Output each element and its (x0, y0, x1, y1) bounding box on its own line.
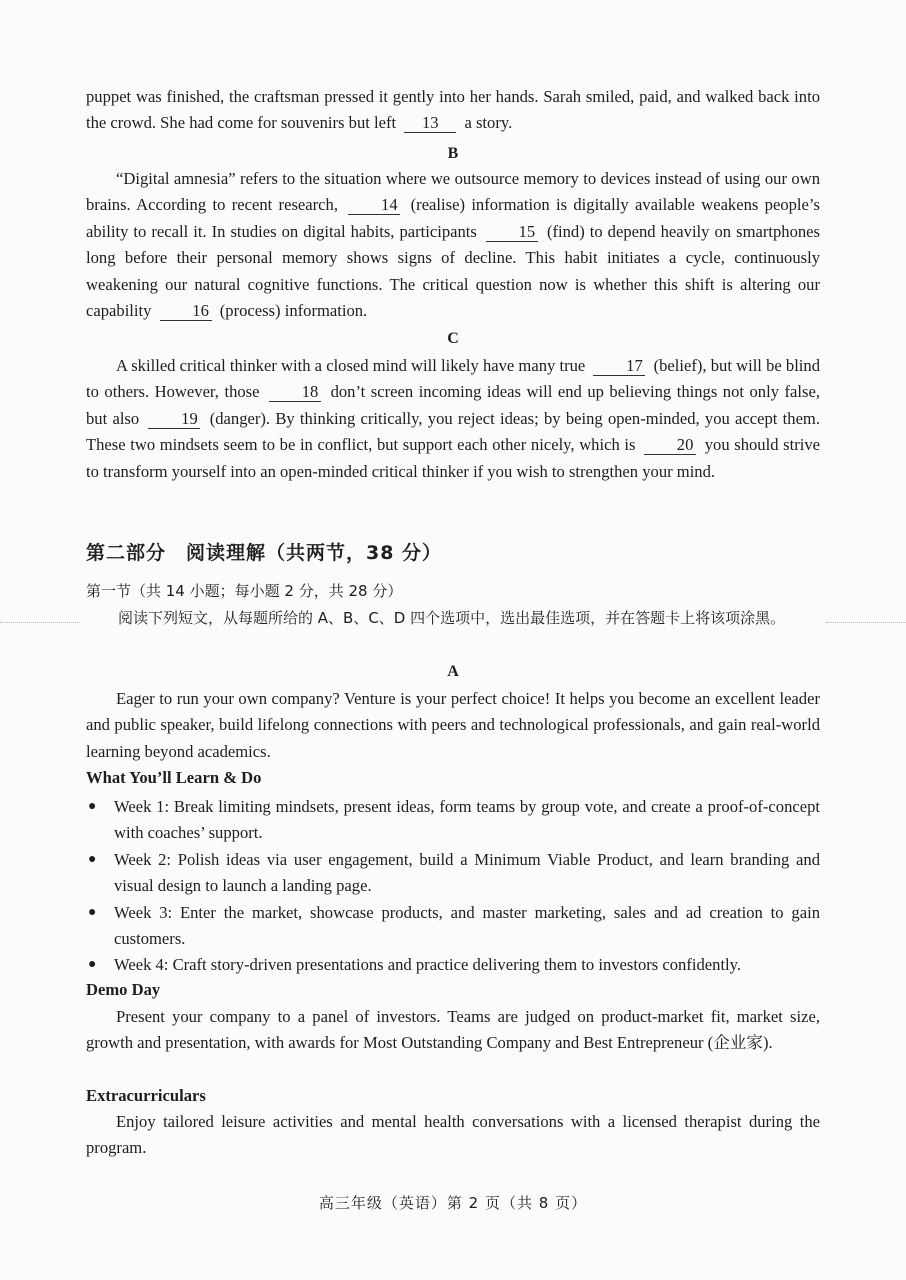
blank-19: 19 (148, 410, 200, 429)
week-1-text: Week 1: Break limiting mindsets, present ideas, form teams by group vote, and create a proof-of-concept with coaches’ support. (114, 797, 820, 843)
passage-b (86, 166, 820, 324)
list-item (86, 900, 820, 953)
page-footer: 高三年级（英语）第 2 页（共 8 页） (318, 1194, 588, 1212)
margin-dotted-line-left (0, 622, 80, 623)
continuation-end: a story. (464, 113, 513, 133)
instructions: 阅读下列短文，从每题所给的 A、B、C、D 四个选项中，选出最佳选项，并在答题卡上将该项涂黑。 (118, 609, 786, 627)
passage-c-text-1: A skilled critical thinker with a closed mind will likely have many true (116, 356, 586, 375)
blank-17: 17 (593, 357, 645, 376)
passage-b-text-1: “Digital amnesia” refers to the situation where we outsource memory to devices instead of using our own brains. According to recent research, (86, 169, 820, 215)
blank-18: 18 (269, 383, 321, 402)
passage-b-heading: B (447, 145, 459, 162)
passage-c-text-2: (belief), but will be blind to others. However, those (86, 356, 821, 402)
passage-a-heading: A (447, 663, 459, 680)
blank-16: 16 (160, 302, 212, 321)
week-3-text: Week 3: Enter the market, showcase products, and master marketing, sales and ad creation to gain customers. (114, 902, 820, 949)
bullet-icon: ● (88, 904, 97, 920)
learn-heading: What You’ll Learn & Do (86, 768, 262, 787)
passage-c-text-4: (danger). By thinking critically, you reject ideas; by being open-minded, you accept them. These two mindsets seem to be in conflict, but support each other nicely, (86, 408, 820, 455)
extracurriculars-text: Enjoy tailored leisure activities and mental health conversations with a licensed therapist during the program. (86, 1112, 820, 1158)
passage-b-text-3: (find) to depend heavily on smartphones long before their personal memory shows signs of decline. This habit initiates a cycle, continuously weakening our natural cognitive functions. The critical question now is whether this shift is altering our capability (86, 221, 820, 321)
continuation-text: puppet was finished, the craftsman pressed it gently into her hands. Sarah smiled, paid, and walked back into the crowd. She had come for souvenirs but left (86, 87, 820, 133)
passage-c-text-3: don’t screen incoming ideas will end up believing things not only false, but also (86, 382, 821, 428)
passage-c-text-5: you should strive to transform yourself into an open-minded critical thinker if you wish to strengthen your mind. (86, 435, 820, 481)
bullet-icon: ● (88, 851, 97, 867)
list-item (86, 794, 820, 847)
bullet-icon: ● (88, 799, 97, 814)
weeks-list (86, 794, 820, 979)
demo-day-heading: Demo Day (86, 980, 161, 999)
part2-title: 第二部分 阅读理解（共两节，38 分） (86, 542, 443, 564)
extracurriculars-heading: Extracurriculars (86, 1086, 206, 1105)
bullet-icon: ● (88, 957, 97, 973)
blank-15: 15 (486, 223, 538, 242)
demo-day-text: Present your company to a panel of investors. Teams are judged on product-market fit, market size, growth and presentation, with awards for Most Outstanding Company and Best Entrepreneur (企业家). (86, 1007, 820, 1053)
passage-b-text-4: (process) information. (219, 301, 368, 321)
passage-c-heading: C (447, 330, 459, 347)
blank-13: 13 (404, 114, 456, 133)
list-item (86, 952, 820, 978)
blank-20: 20 (644, 436, 696, 455)
blank-14: 14 (348, 196, 400, 215)
section1-title: 第一节（共 14 小题；每小题 2 分，共 28 分） (86, 582, 403, 600)
passage-c-text-4b: which is (579, 435, 636, 455)
passage-a-intro: Eager to run your own company? Venture is your perfect choice! It helps you become an excellent leader and public speaker, build lifelong connections with peers and technological professionals, and gain real-world learning beyond academics. (86, 689, 820, 761)
week-2-text: Week 2: Polish ideas via user engagement, build a Minimum Viable Product, and learn branding and visual design to launch a landing page. (114, 849, 820, 896)
passage-c (86, 353, 820, 485)
passage-b-text-2: (realise) information is digitally available weakens people’s ability to recall it. In studies on digital habits, participants (86, 195, 820, 241)
passage-continuation (86, 84, 820, 137)
margin-dotted-line-right (826, 622, 906, 623)
list-item (86, 847, 820, 900)
week-4-text: Week 4: Craft story-driven presentations and practice delivering them to investors confidently. (114, 955, 742, 975)
